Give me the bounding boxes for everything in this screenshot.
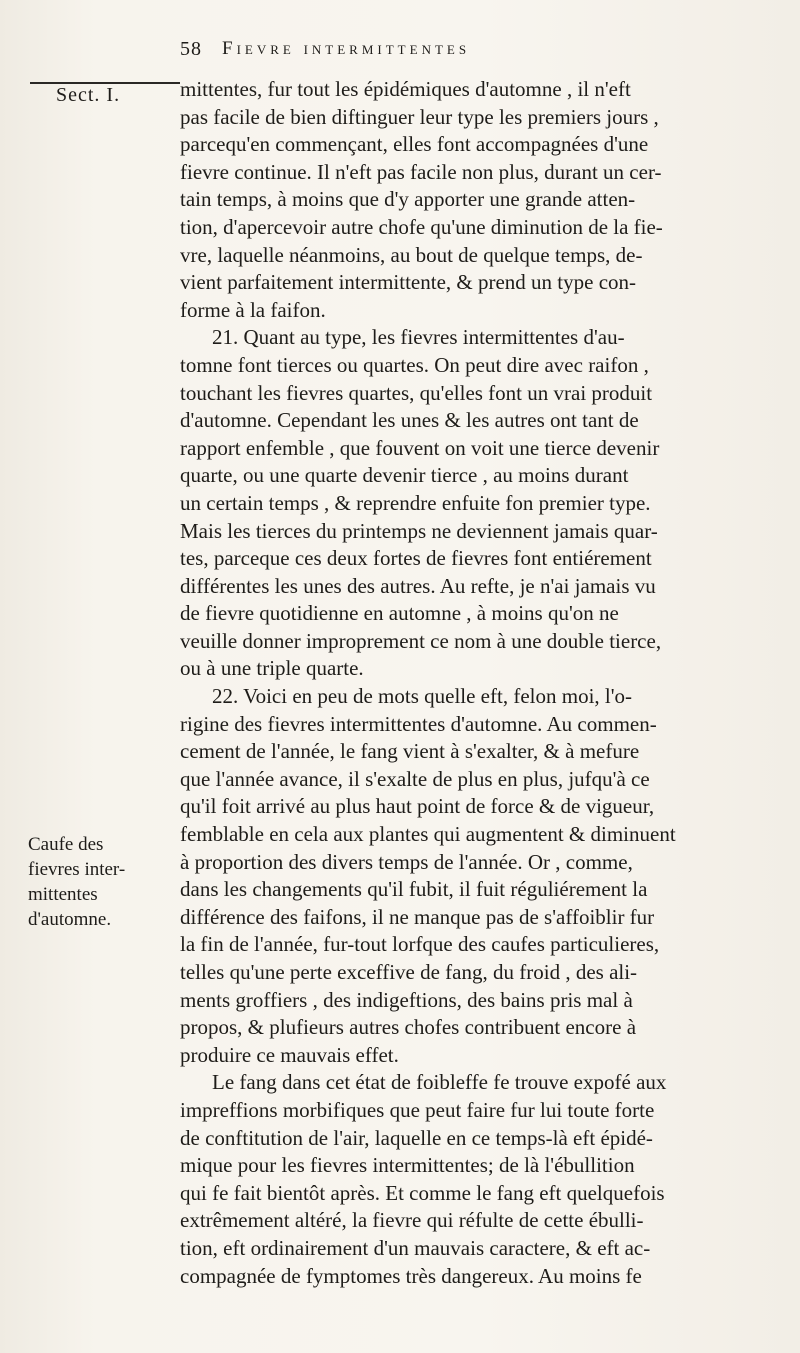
text-line: dans les changements qu'il fubit, il fuit réguliérement la bbox=[180, 877, 648, 902]
text-line: vre, laquelle néanmoins, au bout de quelque temps, de- bbox=[180, 242, 643, 267]
margin-note-line: mittentes bbox=[28, 884, 98, 905]
text-line: ou à une triple quarte. bbox=[180, 656, 364, 681]
text-line: forme à la faifon. bbox=[180, 297, 326, 322]
page-number: 58 bbox=[180, 38, 202, 60]
text-line: tes, parceque ces deux fortes de fievres font entiérement bbox=[180, 546, 652, 571]
text-line: impreffions morbifiques que peut faire fur lui toute forte bbox=[180, 1097, 655, 1122]
text-line: produire ce mauvais effet. bbox=[180, 1042, 399, 1067]
body-text bbox=[180, 76, 786, 1290]
section-marker: Sect. I. bbox=[56, 84, 121, 106]
text-line: rigine des fievres intermittentes d'automne. Au commen- bbox=[180, 711, 657, 736]
paragraph-start-21: 21. Quant au type, les fievres intermittentes d'au- bbox=[212, 325, 625, 350]
text-line: d'automne. Cependant les unes & les autres ont tant de bbox=[180, 408, 639, 433]
text-line: à proportion des divers temps de l'année. Or , comme, bbox=[180, 849, 633, 874]
margin-note-line: d'automne. bbox=[28, 909, 112, 930]
text-line: veuille donner improprement ce nom à une double tierce, bbox=[180, 628, 662, 653]
page-header bbox=[180, 38, 780, 72]
text-line: qu'il foit arrivé au plus haut point de force & de vigueur, bbox=[180, 794, 655, 819]
text-line: de fievre quotidienne en automne , à moins qu'on ne bbox=[180, 601, 619, 626]
text-line: différentes les unes des autres. Au refte, je n'ai jamais vu bbox=[180, 573, 656, 598]
running-head: Fievre intermittentes bbox=[222, 38, 471, 59]
text-line: parcequ'en commençant, elles font accompagnées d'une bbox=[180, 132, 649, 157]
text-line: qui fe fait bientôt après. Et comme le fang eft quelquefois bbox=[180, 1180, 665, 1205]
text-line: touchant les fievres quartes, qu'elles font un vrai produit bbox=[180, 380, 653, 405]
text-line: tion, eft ordinairement d'un mauvais caractere, & eft ac- bbox=[180, 1235, 651, 1260]
margin-note-line: fievres inter- bbox=[28, 859, 126, 880]
text-line: tion, d'apercevoir autre chofe qu'une diminution de la fie- bbox=[180, 214, 663, 239]
text-line: vient parfaitement intermittente, & prend un type con- bbox=[180, 270, 637, 295]
text-line: propos, & plufieurs autres chofes contribuent encore à bbox=[180, 1015, 637, 1040]
text-line: la fin de l'année, fur-tout lorfque des caufes particulieres, bbox=[180, 932, 660, 957]
text-line: Mais les tierces du printemps ne deviennent jamais quar- bbox=[180, 518, 658, 543]
text-line: mittentes, fur tout les épidémiques d'automne , il n'eft bbox=[180, 77, 631, 101]
paragraph-start: Le fang dans cet état de foibleffe fe trouve expofé aux bbox=[212, 1070, 667, 1095]
text-line: fievre continue. Il n'eft pas facile non plus, durant un cer- bbox=[180, 159, 662, 184]
text-line: extrêmement altéré, la fievre qui réfulte de cette ébulli- bbox=[180, 1208, 644, 1233]
text-line: tomne font tierces ou quartes. On peut dire avec raifon , bbox=[180, 352, 649, 377]
paragraph-start-22: 22. Voici en peu de mots quelle eft, felon moi, l'o- bbox=[212, 684, 633, 709]
text-line: mique pour les fievres intermittentes; de là l'ébullition bbox=[180, 1153, 635, 1178]
text-line: différence des faifons, il ne manque pas de s'affoiblir fur bbox=[180, 904, 655, 929]
margin-note-line: Caufe des bbox=[28, 834, 104, 855]
text-line: femblable en cela aux plantes qui augmentent & diminuent bbox=[180, 822, 676, 847]
text-line: que l'année avance, il s'exalte de plus en plus, jufqu'à ce bbox=[180, 766, 650, 791]
text-line: pas facile de bien diftinguer leur type les premiers jours , bbox=[180, 104, 659, 129]
text-line: ments groffiers , des indigeftions, des bains pris mal à bbox=[180, 987, 633, 1012]
text-line: un certain temps , & reprendre enfuite fon premier type. bbox=[180, 490, 651, 515]
text-line: tain temps, à moins que d'y apporter une grande atten- bbox=[180, 187, 636, 212]
text-line: cement de l'année, le fang vient à s'exalter, & à mefure bbox=[180, 739, 640, 764]
text-line: rapport enfemble , que fouvent on voit une tierce devenir bbox=[180, 435, 660, 460]
text-line: telles qu'une perte exceffive de fang, du froid , des ali- bbox=[180, 960, 638, 984]
text-line: de conftitution de l'air, laquelle en ce temps-là eft épidé- bbox=[180, 1125, 653, 1150]
text-line: compagnée de fymptomes très dangereux. Au moins fe bbox=[180, 1263, 642, 1288]
text-line: quarte, ou une quarte devenir tierce , au moins durant bbox=[180, 463, 629, 488]
margin-note bbox=[28, 832, 176, 932]
